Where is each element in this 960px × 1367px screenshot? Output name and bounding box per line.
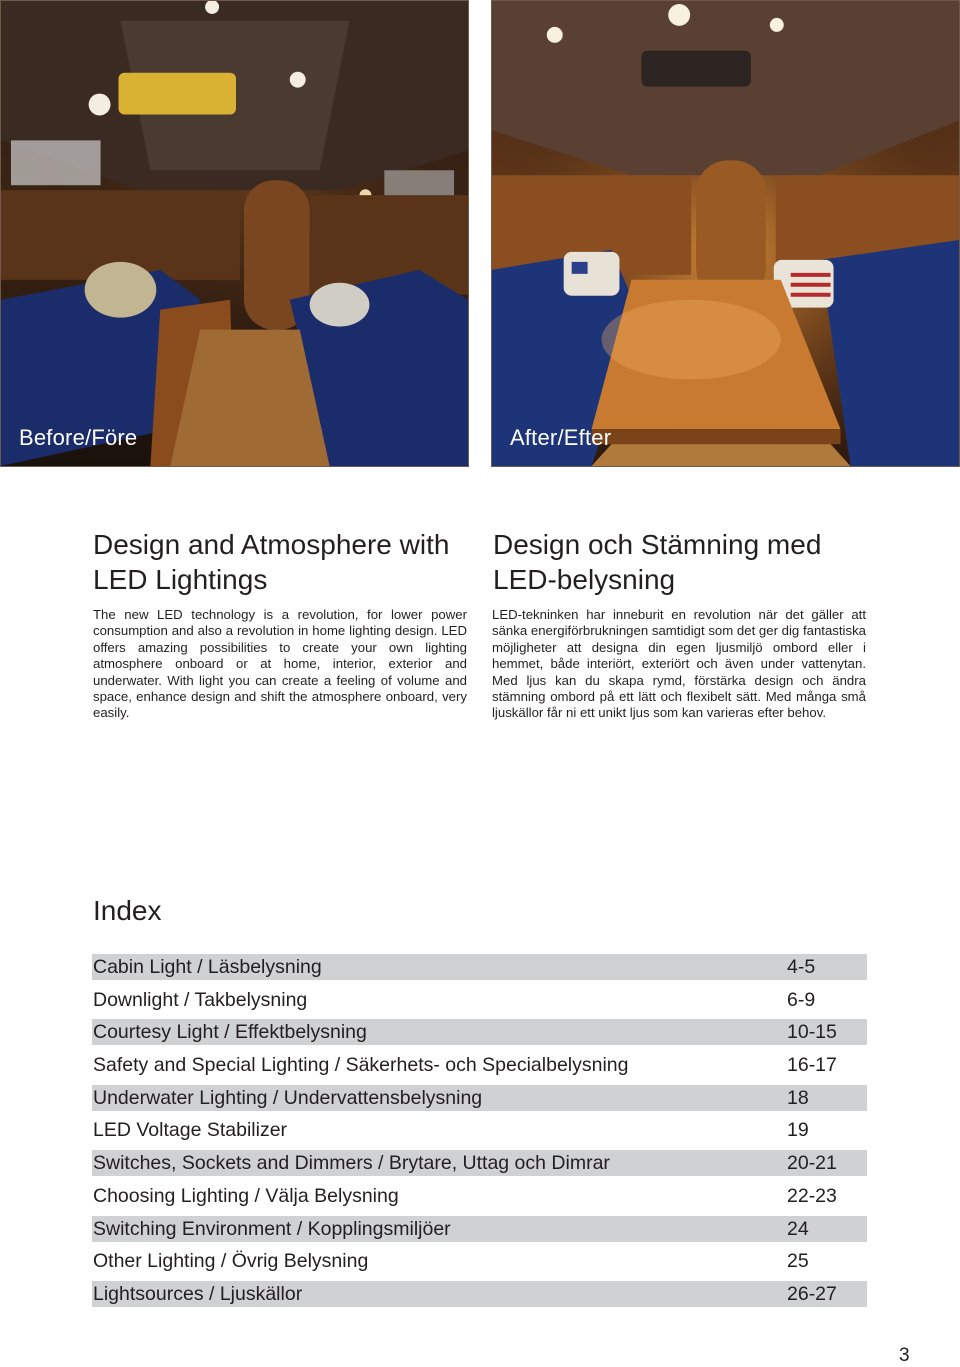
before-photo xyxy=(0,0,469,467)
index-table xyxy=(92,954,867,1314)
index-entry-name: Downlight / Takbelysning xyxy=(93,988,308,1011)
index-row[interactable] xyxy=(92,954,867,980)
index-row[interactable] xyxy=(92,1085,867,1111)
index-entry-name: LED Voltage Stabilizer xyxy=(93,1119,288,1142)
index-entry-name: Lightsources / Ljuskällor xyxy=(93,1282,303,1305)
index-entry-pages: 22-23 xyxy=(787,1184,837,1207)
index-row[interactable] xyxy=(92,1019,867,1045)
before-cabin-illustration xyxy=(1,1,468,466)
after-photo xyxy=(491,0,960,467)
after-caption: After/Efter xyxy=(510,425,612,450)
index-row[interactable] xyxy=(92,1052,867,1078)
index-row[interactable] xyxy=(92,1281,867,1307)
swedish-heading: Design och Stämning med LED-belysning xyxy=(493,529,822,595)
index-entry-name: Switching Environment / Kopplingsmiljöer xyxy=(93,1217,451,1240)
index-row[interactable] xyxy=(92,1216,867,1242)
index-row[interactable] xyxy=(92,1183,867,1209)
english-heading: Design and Atmosphere with LED Lightings xyxy=(93,529,450,595)
index-entry-name: Safety and Special Lighting / Säkerhets- och Specialbelysning xyxy=(93,1054,629,1077)
index-entry-pages: 18 xyxy=(787,1086,809,1109)
index-entry-name: Underwater Lighting / Undervattensbelysning xyxy=(93,1086,483,1109)
index-row[interactable] xyxy=(92,1117,867,1143)
index-row[interactable] xyxy=(92,987,867,1013)
index-entry-pages: 26-27 xyxy=(787,1282,837,1305)
index-entry-name: Choosing Lighting / Välja Belysning xyxy=(93,1184,399,1207)
index-entry-pages: 6-9 xyxy=(787,988,816,1011)
english-body-text: The new LED technology is a revolution, for lower power consumption and also a revolution in home lighting design. LED offers amazing possibilities to create your own lighting atmosphere onboard or at home, interior, exterior and underwater. With light you can create a feeling of volume and space, enhance design and shift the atmosphere onboard, very easily. xyxy=(93,607,467,721)
swedish-body-text: LED-tekninken har inneburit en revolution när det gäller att sänka energiförbrukningen samtidigt som det ger dig fantastiska möjligheter att designa din egen ljusmiljö ombord eller i hemmet, både interiört, exteriört och även under vattenytan. Med ljus kan du skapa rymd, förstärka design och ändra stämning ombord på ett lätt och flexibelt sätt. Med många små ljuskällor får ni ett unikt ljus som kan varieras efter behov. xyxy=(492,607,866,721)
index-entry-name: Cabin Light / Läsbelysning xyxy=(93,956,322,978)
index-entry-pages: 25 xyxy=(787,1250,809,1273)
index-entry-pages: 20-21 xyxy=(787,1152,837,1175)
index-entry-pages: 10-15 xyxy=(787,1021,837,1044)
index-entry-name: Courtesy Light / Effektbelysning xyxy=(93,1021,367,1044)
before-caption: Before/Före xyxy=(19,425,138,450)
index-entry-pages: 4-5 xyxy=(787,956,816,978)
index-title: Index xyxy=(93,895,162,926)
after-cabin-illustration xyxy=(492,1,959,466)
index-row[interactable] xyxy=(92,1248,867,1274)
index-row[interactable] xyxy=(92,1150,867,1176)
index-entry-pages: 24 xyxy=(787,1217,809,1240)
index-entry-name: Other Lighting / Övrig Belysning xyxy=(93,1250,369,1273)
index-entry-name: Switches, Sockets and Dimmers / Brytare, Uttag och Dimrar xyxy=(93,1152,610,1175)
page-number: 3 xyxy=(899,1345,910,1366)
index-entry-pages: 19 xyxy=(787,1119,809,1142)
index-entry-pages: 16-17 xyxy=(787,1054,837,1077)
